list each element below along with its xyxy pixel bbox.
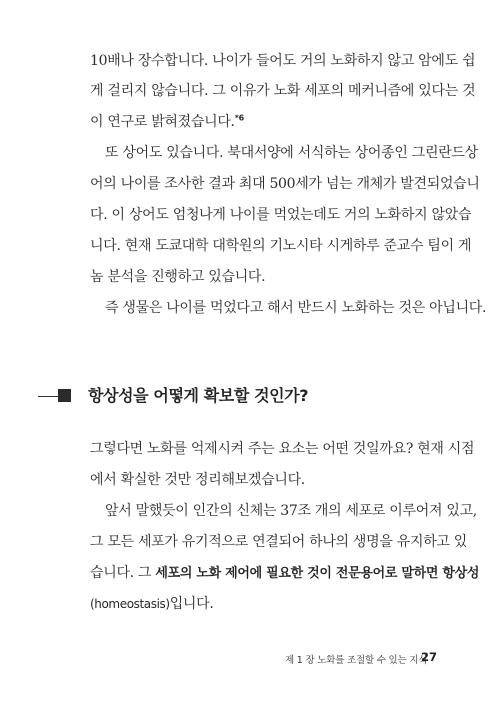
text-line	[90, 562, 479, 582]
text-segment: 이 연구로 밝혀졌습니다.	[90, 114, 235, 130]
text-line: 어의 나이를 조사한 결과 최대 500세가 넘는 개체가 발견되었습니	[90, 176, 480, 192]
emphasis-text: 세포의 노화 제어에 필요한 것이 전문용어로 말하면 항상성	[155, 566, 480, 581]
text-line: 놈 분석을 진행하고 있습니다.	[90, 269, 266, 285]
page-number: 27	[421, 650, 438, 664]
section-heading: 항상성을 어떻게 확보할 것인가?	[88, 386, 309, 405]
text-line: 또 상어도 있습니다. 북대서양에 서식하는 상어종인 그린란드상	[105, 145, 478, 161]
text-line: 게 걸리지 않습니다. 그 이유가 노화 세포의 메커니즘에 있다는 것	[90, 83, 476, 99]
footer-chapter-title: 제 1 장 노화를 조절할 수 있는 지식	[285, 655, 428, 666]
text-line: 에서 확실한 것만 정리해보겠습니다.	[90, 472, 305, 488]
heading-rule	[38, 396, 58, 397]
text-line: 다. 이 상어도 엄청나게 나이를 먹었는데도 거의 노화하지 않았습	[90, 207, 472, 223]
text-line: 앞서 말했듯이 인간의 신체는 37조 개의 세포로 이루어져 있고,	[105, 503, 477, 519]
text-line	[90, 111, 244, 131]
text-segment: 습니다. 그	[90, 565, 156, 581]
text-segment: 입니다.	[169, 596, 214, 612]
term-english: (homeostasis)	[90, 597, 170, 611]
footnote-marker: *6	[234, 113, 244, 123]
text-line: 그 모든 세포가 유기적으로 연결되어 하나의 생명을 유지하고 있	[90, 534, 468, 550]
text-line: 니다. 현재 도쿄대학 대학원의 기노시타 시게하루 준교수 팀이 게	[90, 238, 472, 254]
text-line: 즉 생물은 나이를 먹었다고 해서 반드시 노화하는 것은 아닙니다.	[105, 300, 487, 316]
text-line	[90, 593, 214, 613]
text-line: 10배나 장수합니다. 나이가 들어도 거의 노화하지 않고 암에도 쉽	[90, 53, 476, 69]
text-line: 그렇다면 노화를 억제시켜 주는 요소는 어떤 것일까요? 현재 시점	[90, 441, 475, 457]
heading-square-icon	[58, 389, 71, 402]
